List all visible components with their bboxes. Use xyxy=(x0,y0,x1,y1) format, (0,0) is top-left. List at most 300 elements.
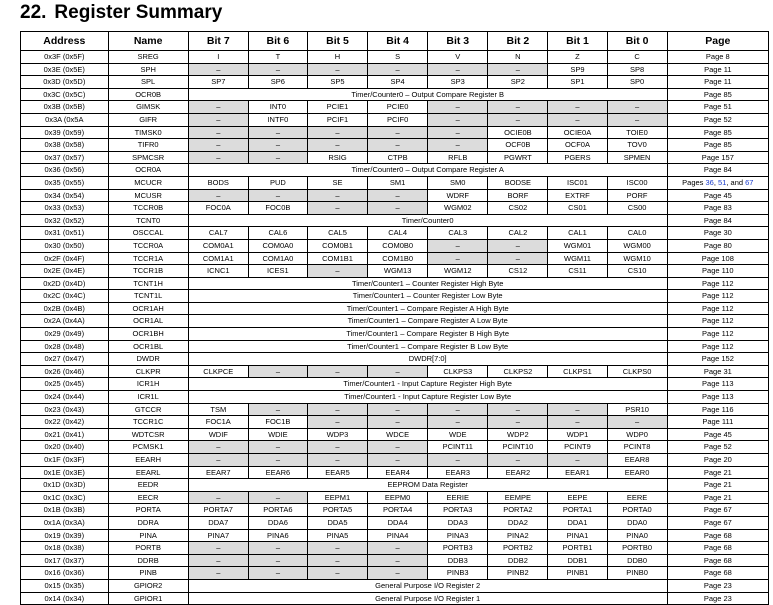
bit-cell: – xyxy=(248,151,307,164)
bit-cell: PORTA3 xyxy=(428,504,488,517)
address-cell: 0x2B (0x4B) xyxy=(21,302,109,315)
bit-cell: PINA0 xyxy=(607,529,667,542)
address-cell: 0x19 (0x39) xyxy=(21,529,109,542)
bit-cell: – xyxy=(488,239,548,252)
bit-cell: FOC0B xyxy=(248,202,307,215)
register-description-cell: Timer/Counter1 – Compare Register A High Byte xyxy=(188,302,667,315)
bit-cell: CLKPS1 xyxy=(548,365,607,378)
bit-cell: I xyxy=(188,51,248,64)
bit-cell: – xyxy=(188,151,248,164)
address-cell: 0x28 (0x48) xyxy=(21,340,109,353)
page-cell: Page 152 xyxy=(667,353,768,366)
bit-cell: – xyxy=(307,542,367,555)
page-cell: Page 112 xyxy=(667,290,768,303)
table-row xyxy=(21,567,769,580)
bit-cell: DDA5 xyxy=(307,516,367,529)
column-header: Name xyxy=(108,32,188,51)
table-row xyxy=(21,428,769,441)
table-row xyxy=(21,479,769,492)
bit-cell: PINB3 xyxy=(428,567,488,580)
page-cell: Page 85 xyxy=(667,126,768,139)
bit-cell: – xyxy=(368,139,428,152)
bit-cell: EEPM0 xyxy=(368,491,428,504)
address-cell: 0x3D (0x5D) xyxy=(21,76,109,89)
page-cell: Page 84 xyxy=(667,164,768,177)
table-row xyxy=(21,202,769,215)
bit-cell: BODSE xyxy=(488,176,548,189)
bit-cell: WDP3 xyxy=(307,428,367,441)
bit-cell: PGERS xyxy=(548,151,607,164)
page-separator: , and xyxy=(726,177,746,187)
column-header: Bit 1 xyxy=(548,32,607,51)
bit-cell: – xyxy=(368,63,428,76)
bit-cell: N xyxy=(488,51,548,64)
table-row xyxy=(21,315,769,328)
bit-cell: – xyxy=(488,101,548,114)
address-cell: 0x30 (0x50) xyxy=(21,239,109,252)
bit-cell: – xyxy=(248,491,307,504)
page-cell: Page 20 xyxy=(667,454,768,467)
bit-cell: OCIE0A xyxy=(548,126,607,139)
bit-cell: – xyxy=(368,403,428,416)
page-cell: Page 21 xyxy=(667,466,768,479)
bit-cell: – xyxy=(368,126,428,139)
page-cell: Page 11 xyxy=(667,76,768,89)
table-row xyxy=(21,239,769,252)
address-cell: 0x33 (0x53) xyxy=(21,202,109,215)
bit-cell: COM0B1 xyxy=(307,239,367,252)
page-cell: Page 45 xyxy=(667,428,768,441)
address-cell: 0x36 (0x56) xyxy=(21,164,109,177)
bit-cell: – xyxy=(248,441,307,454)
bit-cell: – xyxy=(307,63,367,76)
bit-cell: PORTB2 xyxy=(488,542,548,555)
bit-cell: SP2 xyxy=(488,76,548,89)
bit-cell: EEPE xyxy=(548,491,607,504)
bit-cell: COM1B0 xyxy=(368,252,428,265)
page-cell: Page 31 xyxy=(667,365,768,378)
name-cell: TIFR0 xyxy=(108,139,188,152)
bit-cell: CS02 xyxy=(488,202,548,215)
bit-cell: TOV0 xyxy=(607,139,667,152)
table-row xyxy=(21,340,769,353)
bit-cell: – xyxy=(248,542,307,555)
bit-cell: – xyxy=(307,441,367,454)
bit-cell: – xyxy=(548,403,607,416)
bit-cell: – xyxy=(248,139,307,152)
address-cell: 0x3E (0x5E) xyxy=(21,63,109,76)
bit-cell: PORTB1 xyxy=(548,542,607,555)
bit-cell: – xyxy=(607,416,667,429)
address-cell: 0x14 (0x34) xyxy=(21,592,109,605)
bit-cell: – xyxy=(307,554,367,567)
bit-cell: DDB0 xyxy=(607,554,667,567)
bit-cell: WDCE xyxy=(368,428,428,441)
bit-cell: WGM02 xyxy=(428,202,488,215)
bit-cell: PORTB3 xyxy=(428,542,488,555)
bit-cell: CAL0 xyxy=(607,227,667,240)
bit-cell: DDB1 xyxy=(548,554,607,567)
page-link[interactable]: 36 xyxy=(705,177,714,187)
bit-cell: PORTA5 xyxy=(307,504,367,517)
table-row xyxy=(21,214,769,227)
bit-cell: PINB1 xyxy=(548,567,607,580)
bit-cell: EERIE xyxy=(428,491,488,504)
address-cell: 0x27 (0x47) xyxy=(21,353,109,366)
table-row xyxy=(21,454,769,467)
address-cell: 0x21 (0x41) xyxy=(21,428,109,441)
name-cell: TCCR1C xyxy=(108,416,188,429)
name-cell: SPL xyxy=(108,76,188,89)
bit-cell: PORTA2 xyxy=(488,504,548,517)
bit-cell: – xyxy=(428,416,488,429)
bit-cell: – xyxy=(248,63,307,76)
bit-cell: CLKPCE xyxy=(188,365,248,378)
page-cell: Page 21 xyxy=(667,479,768,492)
page-cell: Page 157 xyxy=(667,151,768,164)
address-cell: 0x2E (0x4E) xyxy=(21,265,109,278)
bit-cell: – xyxy=(607,101,667,114)
bit-cell: DDA2 xyxy=(488,516,548,529)
page-cell: Page 52 xyxy=(667,113,768,126)
page-cell: Page 45 xyxy=(667,189,768,202)
name-cell: TCCR1A xyxy=(108,252,188,265)
bit-cell: SPMEN xyxy=(607,151,667,164)
address-cell: 0x1A (0x3A) xyxy=(21,516,109,529)
table-row xyxy=(21,63,769,76)
bit-cell: CS10 xyxy=(607,265,667,278)
page-cell xyxy=(667,176,768,189)
address-cell: 0x2A (0x4A) xyxy=(21,315,109,328)
address-cell: 0x20 (0x40) xyxy=(21,441,109,454)
bit-cell: – xyxy=(368,416,428,429)
register-summary-table xyxy=(20,31,769,605)
bit-cell: PCINT10 xyxy=(488,441,548,454)
bit-cell: CAL2 xyxy=(488,227,548,240)
page-title xyxy=(20,2,222,24)
bit-cell: WGM01 xyxy=(548,239,607,252)
address-cell: 0x24 (0x44) xyxy=(21,391,109,404)
bit-cell: – xyxy=(368,567,428,580)
name-cell: GIFR xyxy=(108,113,188,126)
bit-cell: – xyxy=(188,189,248,202)
bit-cell: – xyxy=(188,454,248,467)
bit-cell: WGM12 xyxy=(428,265,488,278)
bit-cell: ICES1 xyxy=(248,265,307,278)
bit-cell: WDP0 xyxy=(607,428,667,441)
table-row xyxy=(21,554,769,567)
bit-cell: PORTA0 xyxy=(607,504,667,517)
register-description-cell: Timer/Counter0 – Output Compare Register B xyxy=(188,88,667,101)
bit-cell: WGM13 xyxy=(368,265,428,278)
bit-cell: PINA4 xyxy=(368,529,428,542)
bit-cell: PORTA4 xyxy=(368,504,428,517)
table-row xyxy=(21,416,769,429)
table-row xyxy=(21,88,769,101)
page-cell: Page 80 xyxy=(667,239,768,252)
name-cell: PINB xyxy=(108,567,188,580)
address-cell: 0x17 (0x37) xyxy=(21,554,109,567)
name-cell: SREG xyxy=(108,51,188,64)
page-cell: Page 108 xyxy=(667,252,768,265)
table-row xyxy=(21,328,769,341)
bit-cell: WGM00 xyxy=(607,239,667,252)
name-cell: TCCR0A xyxy=(108,239,188,252)
name-cell: TCNT1H xyxy=(108,277,188,290)
header-row xyxy=(21,32,769,51)
register-description-cell: Timer/Counter1 – Counter Register High Byte xyxy=(188,277,667,290)
page-cell: Page 8 xyxy=(667,51,768,64)
bit-cell: – xyxy=(368,454,428,467)
address-cell: 0x26 (0x46) xyxy=(21,365,109,378)
name-cell: TCNT0 xyxy=(108,214,188,227)
name-cell: DDRA xyxy=(108,516,188,529)
bit-cell: COM1A1 xyxy=(188,252,248,265)
section-title: Register Summary xyxy=(54,2,223,23)
bit-cell: – xyxy=(368,554,428,567)
bit-cell: EEAR8 xyxy=(607,454,667,467)
bit-cell: COM1B1 xyxy=(307,252,367,265)
bit-cell: PORTA1 xyxy=(548,504,607,517)
address-cell: 0x31 (0x51) xyxy=(21,227,109,240)
register-description-cell: Timer/Counter1 - Input Capture Register Low Byte xyxy=(188,391,667,404)
table-row xyxy=(21,176,769,189)
address-cell: 0x37 (0x57) xyxy=(21,151,109,164)
name-cell: MCUSR xyxy=(108,189,188,202)
bit-cell: EEAR1 xyxy=(548,466,607,479)
address-cell: 0x2F (0x4F) xyxy=(21,252,109,265)
bit-cell: PINA2 xyxy=(488,529,548,542)
bit-cell: – xyxy=(188,101,248,114)
page-cell: Page 11 xyxy=(667,63,768,76)
address-cell: 0x1B (0x3B) xyxy=(21,504,109,517)
name-cell: ICR1L xyxy=(108,391,188,404)
bit-cell: – xyxy=(428,63,488,76)
bit-cell: CS12 xyxy=(488,265,548,278)
register-description-cell: General Purpose I/O Register 2 xyxy=(188,579,667,592)
bit-cell: CLKPS3 xyxy=(428,365,488,378)
address-cell: 0x18 (0x38) xyxy=(21,542,109,555)
table-row xyxy=(21,277,769,290)
page-cell: Page 112 xyxy=(667,328,768,341)
bit-cell: SP7 xyxy=(188,76,248,89)
bit-cell: – xyxy=(248,554,307,567)
name-cell: EEARL xyxy=(108,466,188,479)
bit-cell: PCINT11 xyxy=(428,441,488,454)
bit-cell: ICNC1 xyxy=(188,265,248,278)
bit-cell: FOC1B xyxy=(248,416,307,429)
bit-cell: – xyxy=(428,101,488,114)
bit-cell: COM0B0 xyxy=(368,239,428,252)
bit-cell: – xyxy=(428,252,488,265)
name-cell: TIMSK0 xyxy=(108,126,188,139)
page-link[interactable]: 51 xyxy=(718,177,727,187)
name-cell: EEARH xyxy=(108,454,188,467)
register-description-cell: Timer/Counter1 – Compare Register B Low Byte xyxy=(188,340,667,353)
name-cell: OCR1AL xyxy=(108,315,188,328)
bit-cell: EEAR3 xyxy=(428,466,488,479)
page-cell: Page 21 xyxy=(667,491,768,504)
bit-cell: PINB0 xyxy=(607,567,667,580)
page-cell: Page 67 xyxy=(667,516,768,529)
bit-cell: CAL7 xyxy=(188,227,248,240)
bit-cell: V xyxy=(428,51,488,64)
column-header: Page xyxy=(667,32,768,51)
bit-cell: – xyxy=(188,542,248,555)
bit-cell: DDA4 xyxy=(368,516,428,529)
page-cell: Page 68 xyxy=(667,554,768,567)
name-cell: WDTCSR xyxy=(108,428,188,441)
bit-cell: – xyxy=(188,113,248,126)
address-cell: 0x1F (0x3F) xyxy=(21,454,109,467)
page-cell: Page 67 xyxy=(667,504,768,517)
page-cell: Page 113 xyxy=(667,391,768,404)
address-cell: 0x3B (0x5B) xyxy=(21,101,109,114)
bit-cell: – xyxy=(368,189,428,202)
page-cell: Page 23 xyxy=(667,592,768,605)
bit-cell: – xyxy=(428,454,488,467)
bit-cell: PORTB0 xyxy=(607,542,667,555)
bit-cell: – xyxy=(368,441,428,454)
name-cell: PCMSK1 xyxy=(108,441,188,454)
bit-cell: SP4 xyxy=(368,76,428,89)
address-cell: 0x1E (0x3E) xyxy=(21,466,109,479)
address-cell: 0x22 (0x42) xyxy=(21,416,109,429)
table-row xyxy=(21,592,769,605)
address-cell: 0x35 (0x55) xyxy=(21,176,109,189)
page-cell: Page 113 xyxy=(667,378,768,391)
register-description-cell: Timer/Counter0 – Output Compare Register A xyxy=(188,164,667,177)
bit-cell: CAL5 xyxy=(307,227,367,240)
bit-cell: – xyxy=(488,403,548,416)
page-cell: Page 23 xyxy=(667,579,768,592)
bit-cell: – xyxy=(488,252,548,265)
table-row xyxy=(21,101,769,114)
bit-cell: PCINT9 xyxy=(548,441,607,454)
bit-cell: SM1 xyxy=(368,176,428,189)
bit-cell: EEAR2 xyxy=(488,466,548,479)
bit-cell: CS00 xyxy=(607,202,667,215)
bit-cell: INT0 xyxy=(248,101,307,114)
bit-cell: – xyxy=(368,365,428,378)
bit-cell: DDB2 xyxy=(488,554,548,567)
name-cell: TCNT1L xyxy=(108,290,188,303)
bit-cell: PINA3 xyxy=(428,529,488,542)
bit-cell: WGM10 xyxy=(607,252,667,265)
column-header: Bit 3 xyxy=(428,32,488,51)
bit-cell: EEAR6 xyxy=(248,466,307,479)
bit-cell: BORF xyxy=(488,189,548,202)
name-cell: TCCR1B xyxy=(108,265,188,278)
bit-cell: – xyxy=(307,126,367,139)
register-description-cell: Timer/Counter1 – Compare Register B High Byte xyxy=(188,328,667,341)
bit-cell: PCIF1 xyxy=(307,113,367,126)
table-row xyxy=(21,529,769,542)
address-cell: 0x34 (0x54) xyxy=(21,189,109,202)
name-cell: CLKPR xyxy=(108,365,188,378)
address-cell: 0x32 (0x52) xyxy=(21,214,109,227)
bit-cell: – xyxy=(488,63,548,76)
name-cell: SPH xyxy=(108,63,188,76)
separator: , xyxy=(713,177,719,187)
name-cell: GTCCR xyxy=(108,403,188,416)
name-cell: EECR xyxy=(108,491,188,504)
bit-cell: – xyxy=(248,403,307,416)
register-description-cell: General Purpose I/O Register 1 xyxy=(188,592,667,605)
name-cell: PORTA xyxy=(108,504,188,517)
address-cell: 0x39 (0x59) xyxy=(21,126,109,139)
page-link[interactable]: 67 xyxy=(745,177,754,187)
name-cell: TCCR0B xyxy=(108,202,188,215)
table-row xyxy=(21,151,769,164)
bit-cell: DDA3 xyxy=(428,516,488,529)
table-row xyxy=(21,466,769,479)
name-cell: PORTB xyxy=(108,542,188,555)
bit-cell: – xyxy=(307,365,367,378)
bit-cell: DDA1 xyxy=(548,516,607,529)
name-cell: DWDR xyxy=(108,353,188,366)
name-cell: GPIOR2 xyxy=(108,579,188,592)
table-row xyxy=(21,516,769,529)
bit-cell: CLKPS2 xyxy=(488,365,548,378)
bit-cell: WDE xyxy=(428,428,488,441)
bit-cell: DDB3 xyxy=(428,554,488,567)
column-header: Bit 0 xyxy=(607,32,667,51)
bit-cell: DDA0 xyxy=(607,516,667,529)
bit-cell: – xyxy=(548,454,607,467)
bit-cell: WDP1 xyxy=(548,428,607,441)
bit-cell: C xyxy=(607,51,667,64)
table-row xyxy=(21,378,769,391)
bit-cell: PORTA7 xyxy=(188,504,248,517)
bit-cell: – xyxy=(368,202,428,215)
page-cell: Page 112 xyxy=(667,277,768,290)
bit-cell: PSR10 xyxy=(607,403,667,416)
column-header: Bit 5 xyxy=(307,32,367,51)
bit-cell: PCIF0 xyxy=(368,113,428,126)
address-cell: 0x1C (0x3C) xyxy=(21,491,109,504)
register-description-cell: Timer/Counter1 – Counter Register Low Byte xyxy=(188,290,667,303)
bit-cell: WGM11 xyxy=(548,252,607,265)
bit-cell: – xyxy=(307,454,367,467)
table-row xyxy=(21,542,769,555)
bit-cell: FOC0A xyxy=(188,202,248,215)
bit-cell: PINA5 xyxy=(307,529,367,542)
bit-cell: TOIE0 xyxy=(607,126,667,139)
page-cell: Page 51 xyxy=(667,101,768,114)
bit-cell: EEPM1 xyxy=(307,491,367,504)
bit-cell: DDA6 xyxy=(248,516,307,529)
bit-cell: RFLB xyxy=(428,151,488,164)
table-row xyxy=(21,579,769,592)
bit-cell: – xyxy=(248,189,307,202)
page-cell: Page 84 xyxy=(667,214,768,227)
address-cell: 0x2D (0x4D) xyxy=(21,277,109,290)
register-rows xyxy=(21,51,769,605)
bit-cell: CAL6 xyxy=(248,227,307,240)
table-row xyxy=(21,353,769,366)
page-cell: Page 68 xyxy=(667,567,768,580)
table-row xyxy=(21,51,769,64)
section-number: 22. xyxy=(20,2,47,23)
page-cell: Page 112 xyxy=(667,315,768,328)
table-row xyxy=(21,189,769,202)
name-cell: PINA xyxy=(108,529,188,542)
bit-cell: – xyxy=(307,416,367,429)
table-row xyxy=(21,403,769,416)
address-cell: 0x3A (0x5A xyxy=(21,113,109,126)
bit-cell: – xyxy=(428,239,488,252)
